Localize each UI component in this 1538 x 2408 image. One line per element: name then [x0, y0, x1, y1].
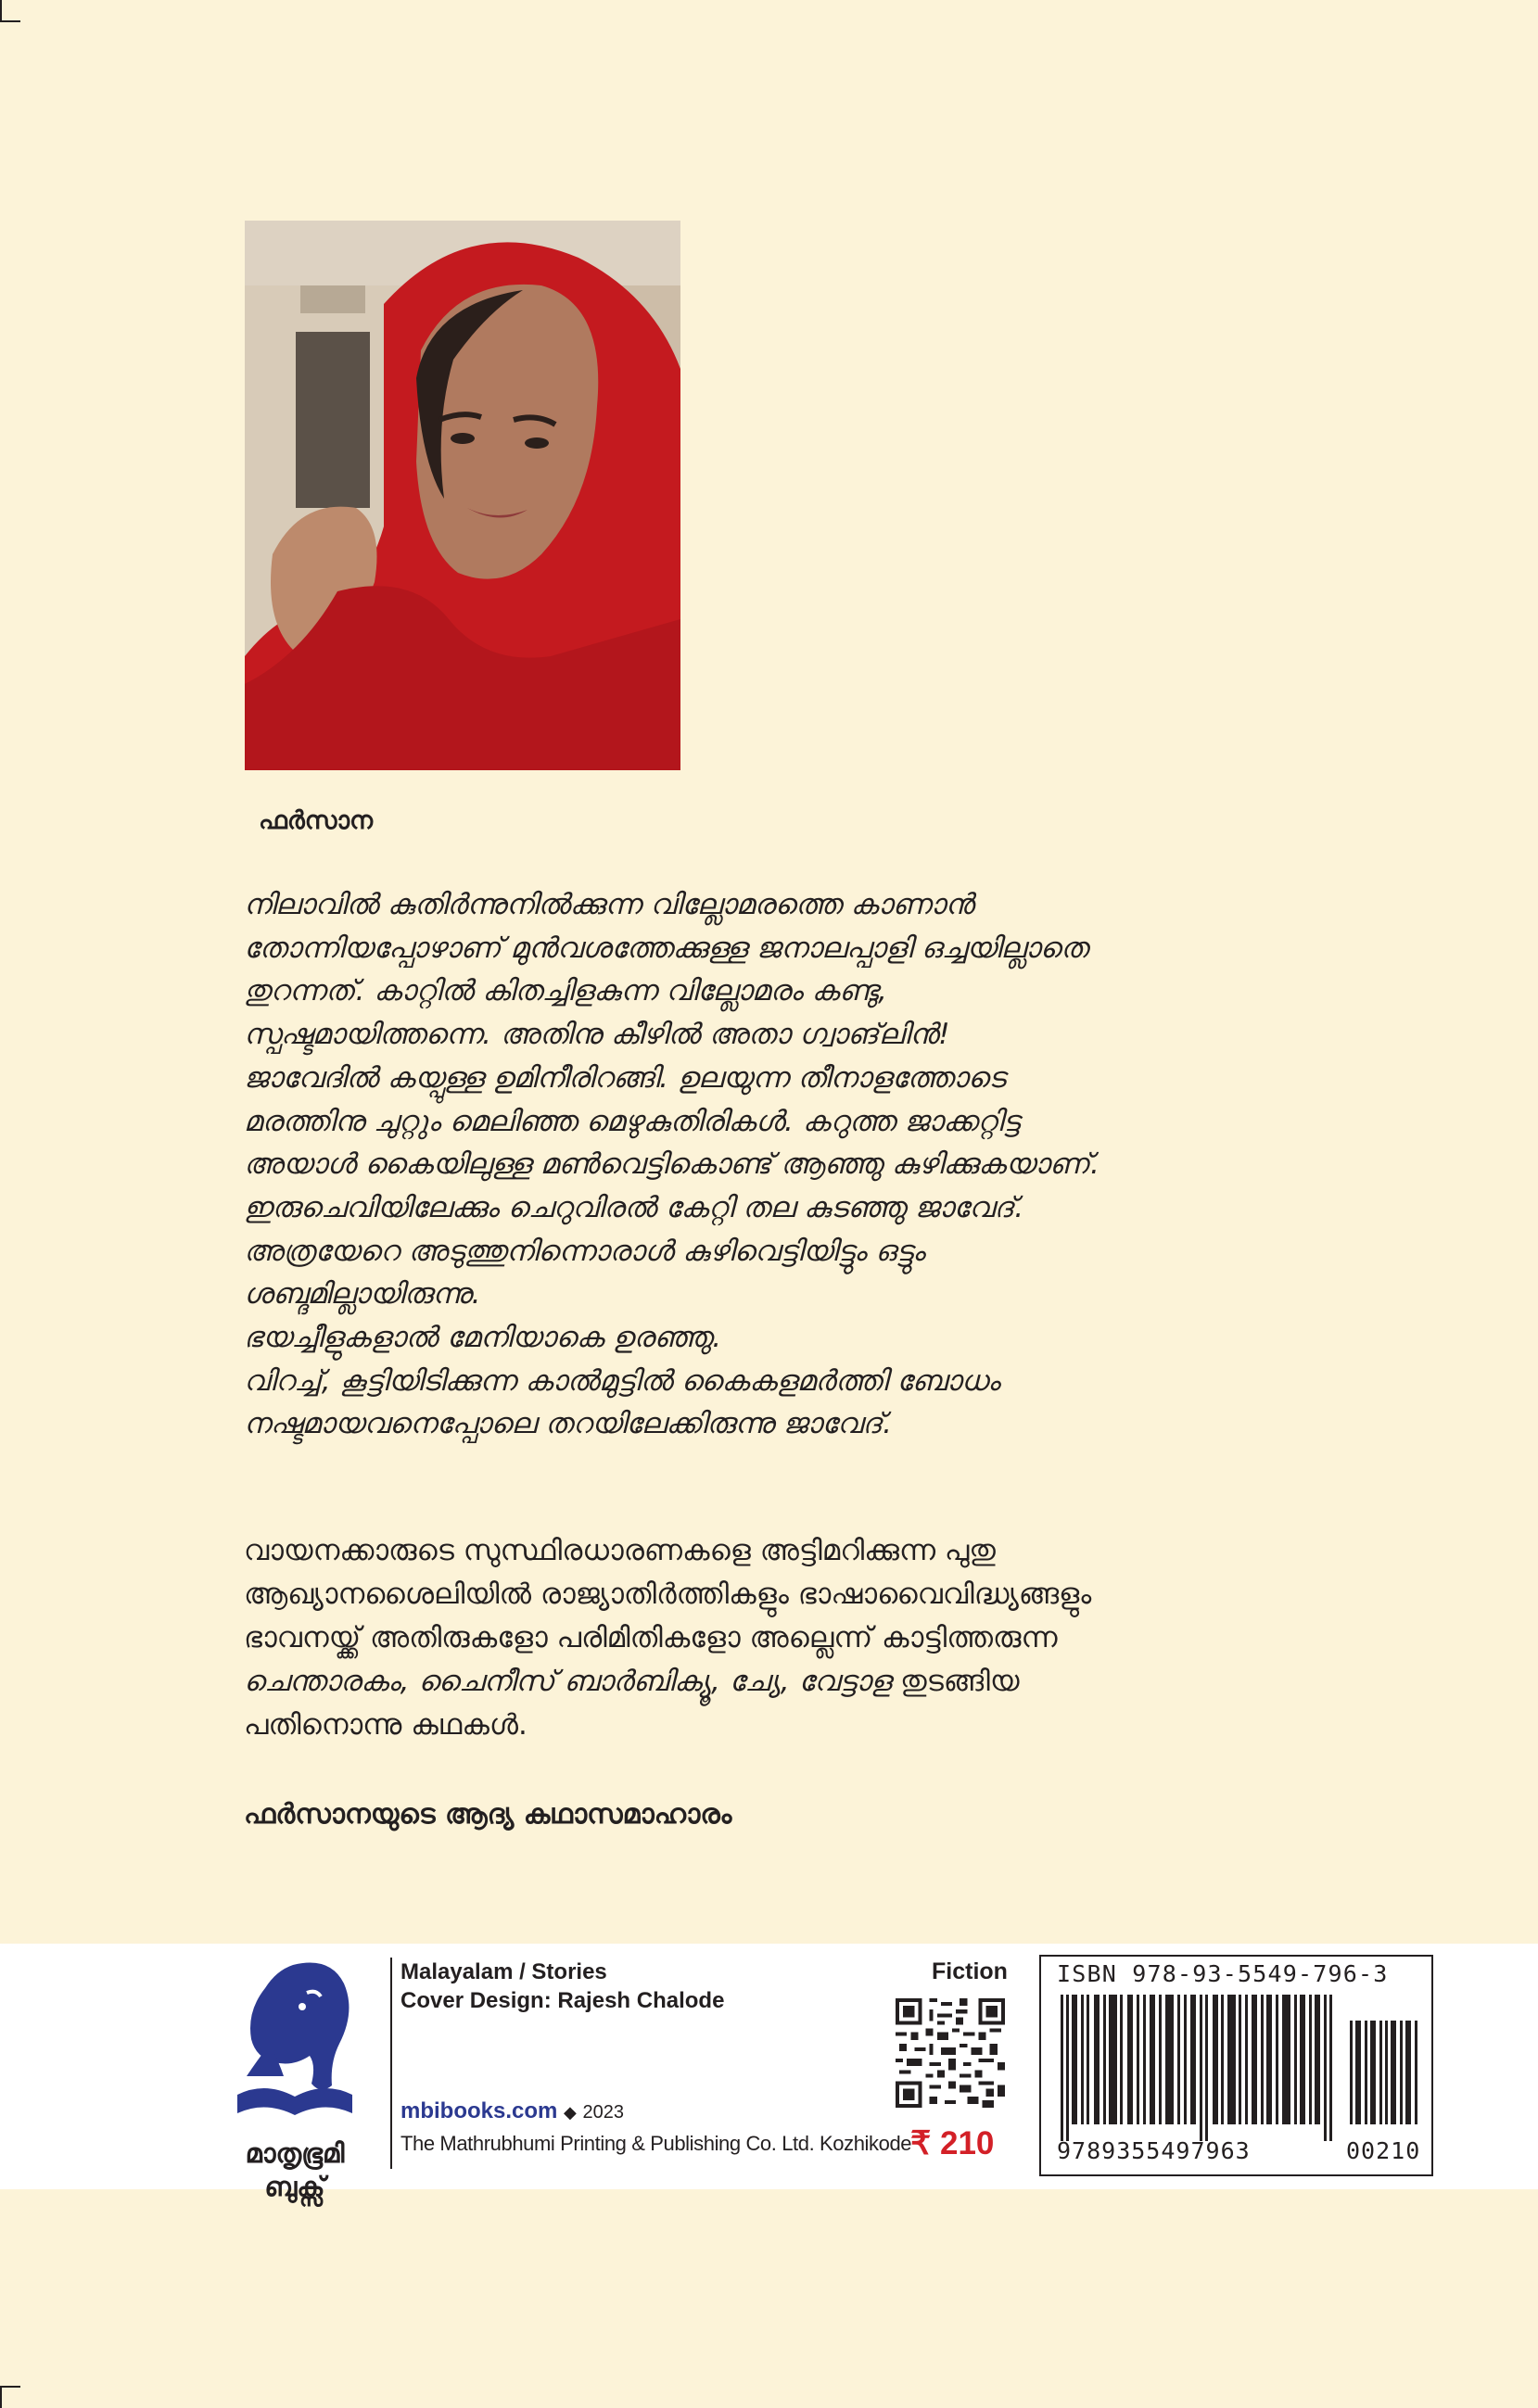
- author-portrait-photo: [245, 221, 680, 770]
- website-link[interactable]: mbibooks.com: [400, 2098, 558, 2123]
- story-excerpt: [244, 883, 1319, 1446]
- blurb-line: വായനക്കാരുടെ സുസ്ഥിരധാരണകളെ അട്ടിമറിക്കുന്ന പുതു: [244, 1534, 996, 1567]
- excerpt-line: മരത്തിനു ചുറ്റും മെലിഞ്ഞ മെഴുകുതിരികൾ. കറുത്ത ജാക്കറ്റിട്ട: [244, 1104, 1020, 1138]
- isbn-barcode: [1053, 1995, 1419, 2141]
- footer-divider: [390, 1958, 392, 2169]
- publisher-logo-text: [228, 2136, 362, 2203]
- crop-mark: [0, 20, 20, 22]
- excerpt-line: ശബ്ദമില്ലായിരുന്നു.: [244, 1277, 481, 1312]
- genre-label: Fiction: [932, 1958, 1008, 1984]
- excerpt-line: നഷ്ടമായവനെപ്പോലെ തറയിലേക്കിരുന്നു ജാവേദ്.: [244, 1407, 893, 1441]
- blurb-line: പതിനൊന്നു കഥകൾ.: [244, 1708, 527, 1742]
- website-line: [400, 2098, 624, 2124]
- barcode-digits-main: 9789355497963: [1057, 2137, 1251, 2164]
- crop-mark: [0, 2388, 2, 2408]
- excerpt-line: ജാവേദിൽ കയ്പുള്ള ഉമിനീരിറങ്ങി. ഉലയുന്ന തീനാളത്തോടെ: [244, 1060, 1006, 1095]
- excerpt-line: സ്പഷ്ടമായിത്തന്നെ. അതിനു കീഴിൽ അതാ ഗ്വാങ്‌ലിൻ!: [244, 1018, 950, 1052]
- blurb-line-rest: തുടങ്ങിയ: [891, 1665, 1020, 1698]
- cover-design-credit: Cover Design: Rajesh Chalode: [400, 1988, 725, 2013]
- isbn-label: ISBN 978-93-5549-796-3: [1057, 1960, 1389, 1987]
- blurb-line: ആഖ്യാനശൈലിയിൽ രാജ്യാതിർത്തികളും ഭാഷാവൈവിദ്ധ്യങ്ങളും: [244, 1578, 1092, 1611]
- book-blurb: [244, 1529, 1319, 1747]
- excerpt-line: നിലാവിൽ കുതിർന്നുനിൽക്കുന്ന വില്ലോമരത്തെ കാണാൻ: [244, 888, 974, 921]
- excerpt-line: ഇരുചെവിയിലേക്കും ചെറുവിരൽ കേറ്റി തല കുടഞ്ഞു ജാവേദ്.: [244, 1190, 1024, 1224]
- excerpt-line: അത്രയേറെ അടുത്തുനിന്നൊരാൾ കുഴിവെട്ടിയിട്ടും ഒട്ടും: [244, 1234, 925, 1268]
- crop-mark: [0, 0, 2, 20]
- book-price: ₹ 210: [910, 2125, 995, 2161]
- excerpt-line: ഭയച്ചീളുകളാൽ മേനിയാകെ ഉരഞ്ഞു.: [244, 1321, 722, 1355]
- publisher-full-name: The Mathrubhumi Printing & Publishing Co. Ltd. Kozhikode: [400, 2132, 912, 2155]
- publication-year: 2023: [582, 2102, 625, 2123]
- excerpt-line: വിറച്ച്, കൂട്ടിയിടിക്കുന്ന കാൽമുട്ടിൽ കൈകളമർത്തി ബോധം: [244, 1363, 1000, 1398]
- author-photo: [245, 221, 680, 770]
- logo-text-line: ബുക്സ്: [264, 2171, 325, 2202]
- logo-text-line: മാതൃഭൂമി: [245, 2137, 345, 2169]
- excerpt-line: അയാൾ കൈയിലുള്ള മൺവെട്ടികൊണ്ട് ആഞ്ഞു കുഴിക്കുകയാണ്.: [244, 1147, 1099, 1182]
- excerpt-line: തോന്നിയപ്പോഴാണ് മുൻവശത്തേക്കുള്ള ജനാലപ്പാളി ഒച്ചയില്ലാതെ: [244, 931, 1088, 965]
- category-label: Malayalam / Stories: [400, 1959, 607, 1984]
- blurb-line: ഭാവനയ്ക്ക് അതിരുകളോ പരിമിതികളോ അല്ലെന്ന് കാട്ടിത്തരുന്ന: [244, 1621, 1058, 1654]
- story-titles: ചെന്താരകം, ചൈനീസ് ബാർബിക്യൂ, ച്യേ, വേട്ടാള: [244, 1665, 892, 1698]
- blurb-line: [244, 1660, 1319, 1704]
- crop-mark: [0, 2386, 20, 2388]
- collection-note: ഫർസാനയുടെ ആദ്യ കഥാസമാഹാരം: [244, 1798, 732, 1831]
- barcode-digits-addon: 00210: [1346, 2137, 1421, 2164]
- excerpt-line: തുറന്നത്. കാറ്റിൽ കിതച്ചിളകുന്ന വില്ലോമരം കണ്ടു,: [244, 974, 887, 1008]
- qr-code-icon[interactable]: [896, 1998, 1005, 2108]
- separator-diamond-icon: ◆: [564, 2103, 577, 2122]
- author-name: ഫർസാന: [259, 806, 374, 835]
